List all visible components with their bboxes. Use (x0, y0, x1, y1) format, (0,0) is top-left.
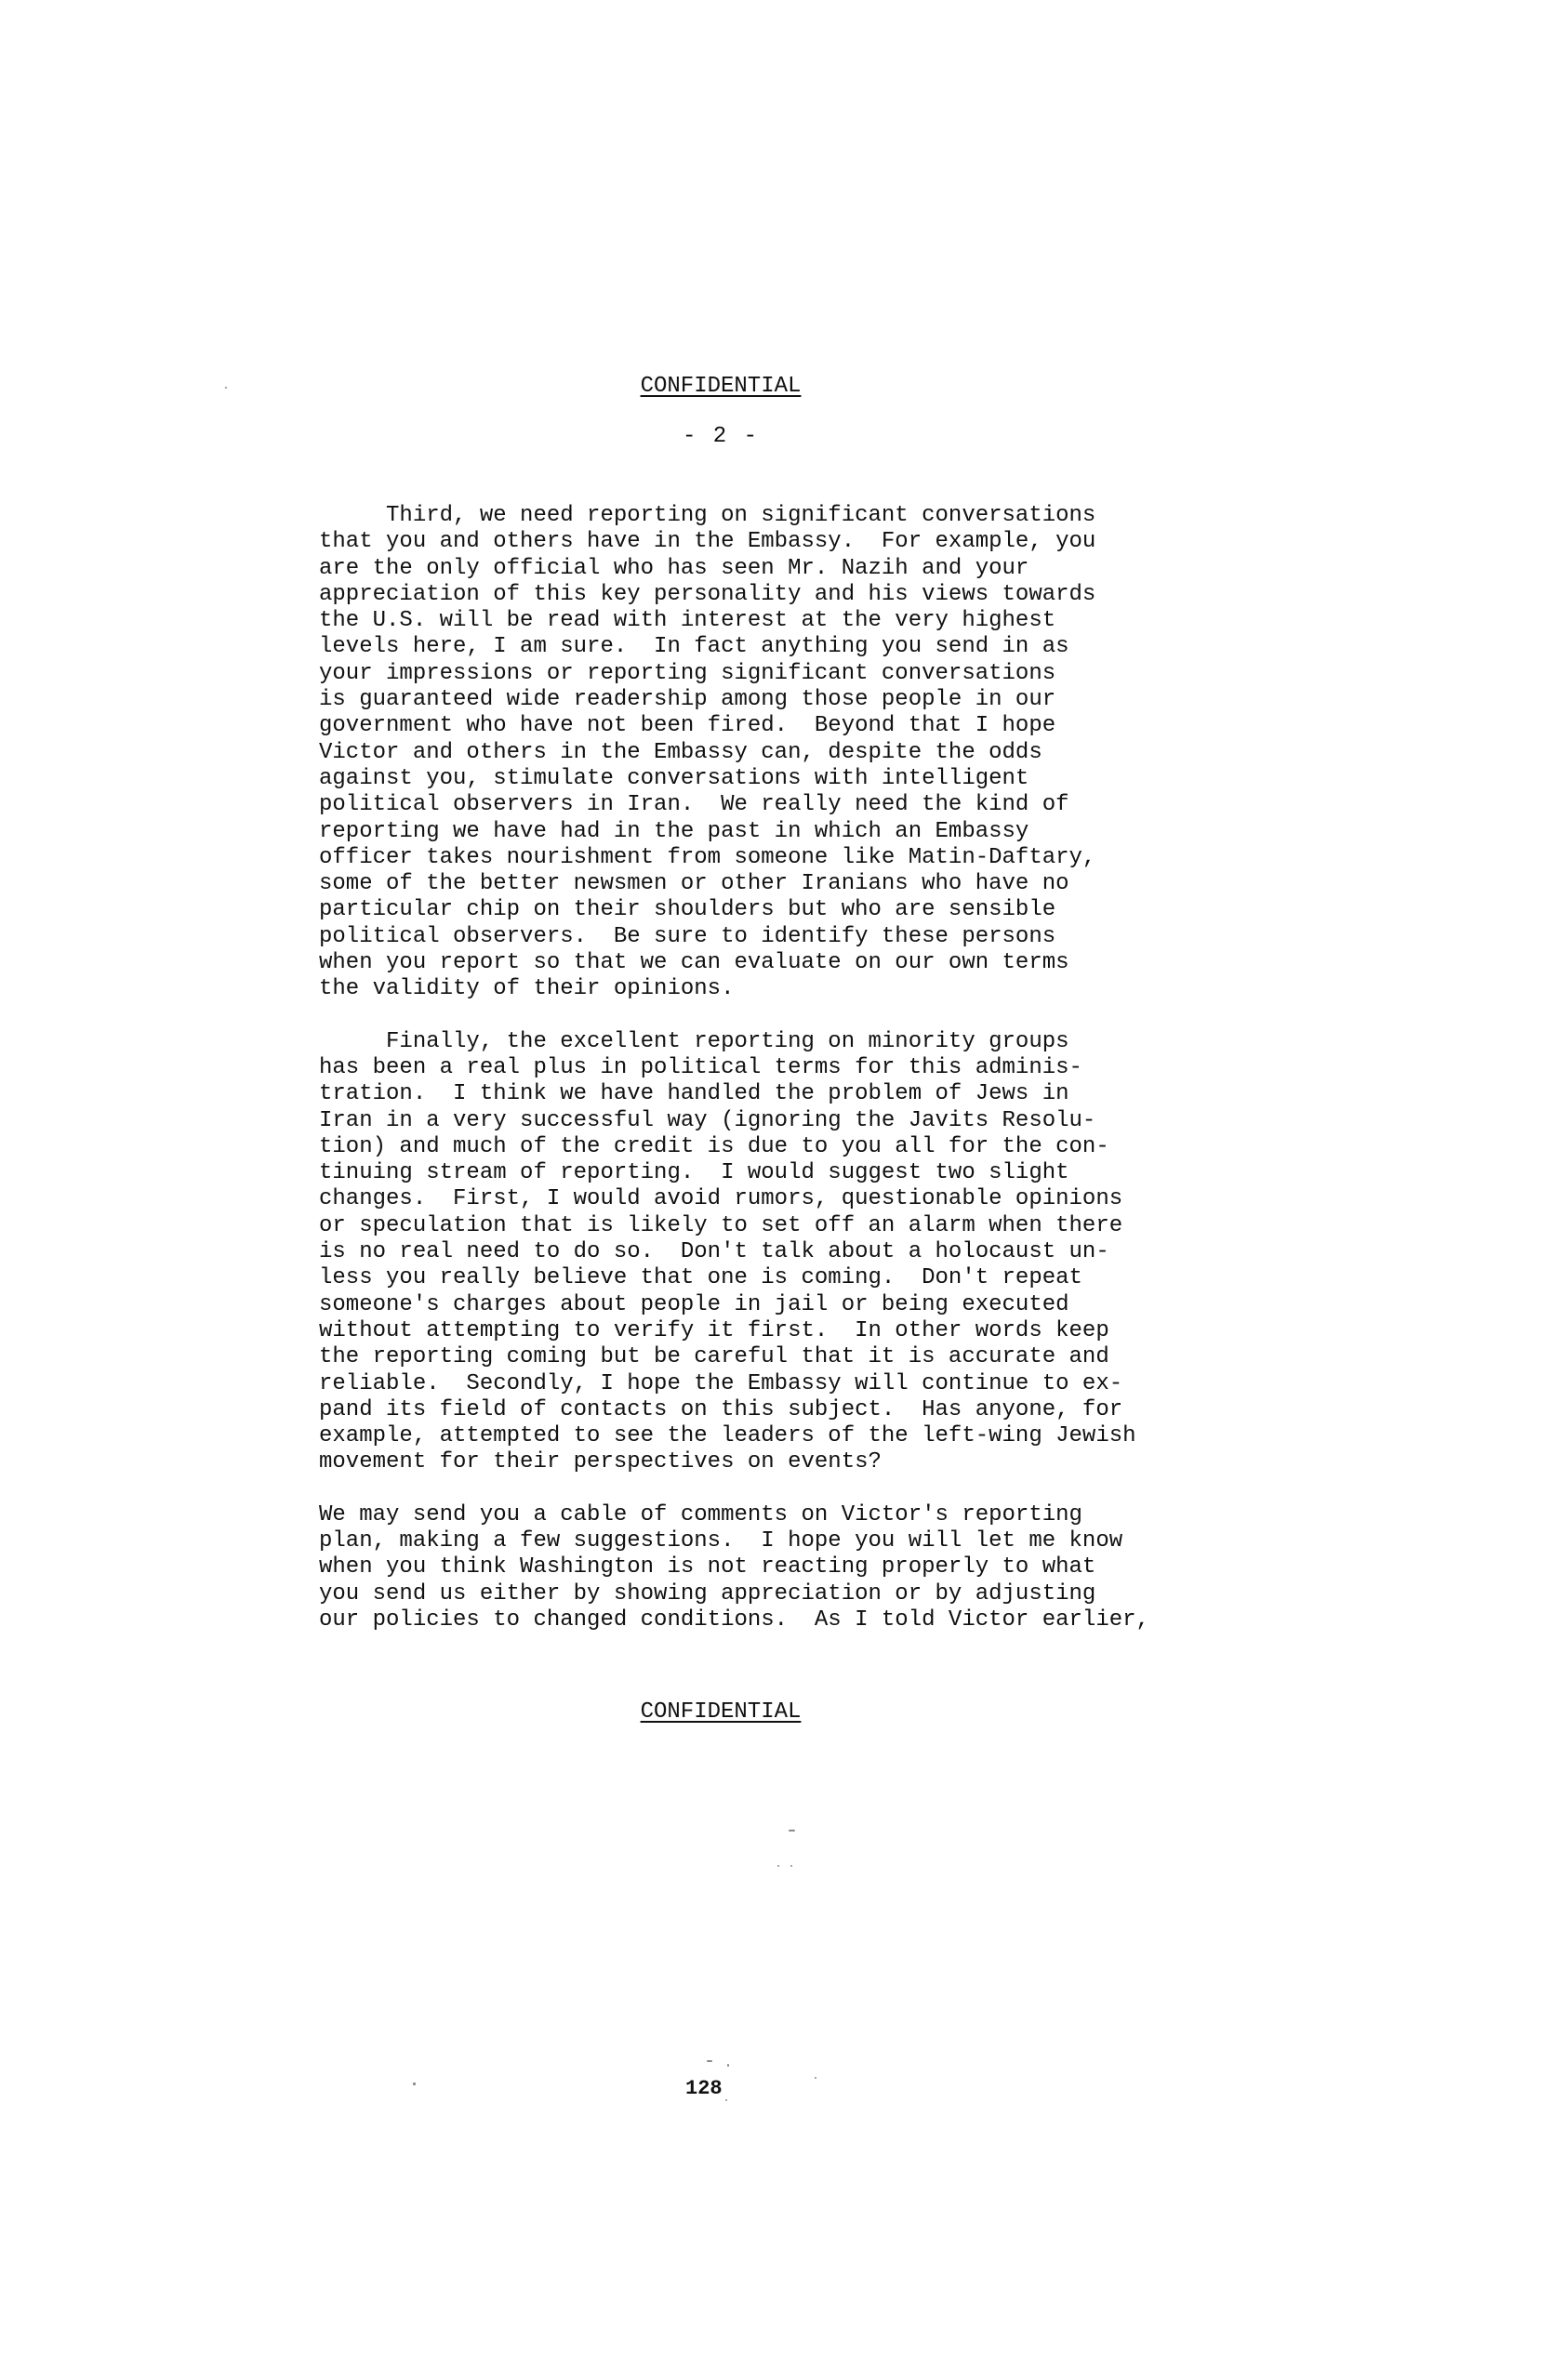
scan-speck (413, 2082, 416, 2085)
text-line: some of the better newsmen or other Iranians who have no (319, 871, 1069, 897)
text-line: our policies to changed conditions. As I told Victor earlier, (319, 1606, 1149, 1633)
text-line: your impressions or reporting significant conversations (319, 660, 1056, 686)
text-line: are the only official who has seen Mr. Nazih and your (319, 555, 1029, 581)
text-line: has been a real plus in political terms for this adminis- (319, 1054, 1082, 1080)
text-line: less you really believe that one is coming. Don't repeat (319, 1265, 1082, 1291)
text-line: Finally, the excellent reporting on minority groups (319, 1028, 1069, 1054)
text-line: government who have not been fired. Beyond that I hope (319, 713, 1056, 739)
scan-speck (789, 1830, 795, 1831)
text-line: particular chip on their shoulders but who are sensible (319, 897, 1056, 923)
text-line: Third, we need reporting on significant conversations (319, 503, 1096, 528)
text-line: tion) and much of the credit is due to you all for the con- (319, 1133, 1109, 1159)
paragraph-reporting-conversations (319, 503, 1305, 1003)
text-line: is no real need to do so. Don't talk about a holocaust un- (319, 1239, 1109, 1265)
letter-body (319, 503, 1305, 1633)
text-line: the reporting coming but be careful that it is accurate and (319, 1344, 1109, 1370)
archive-page-number: 128 (685, 2077, 723, 2100)
text-line: levels here, I am sure. In fact anything you send in as (319, 634, 1069, 660)
text-line: changes. First, I would avoid rumors, questionable opinions (319, 1186, 1123, 1212)
text-line: someone's charges about people in jail or being executed (319, 1291, 1069, 1317)
text-line: reporting we have had in the past in which an Embassy (319, 818, 1029, 844)
page-number: - 2 - (682, 424, 759, 449)
classification-footer: CONFIDENTIAL (640, 1699, 802, 1725)
paragraph-cable-comments (319, 1502, 1305, 1633)
text-line: officer takes nourishment from someone like Matin-Daftary, (319, 844, 1096, 870)
text-line: you send us either by showing appreciation or by adjusting (319, 1580, 1096, 1606)
text-line: without attempting to verify it first. In other words keep (319, 1317, 1109, 1343)
scan-speck (790, 1865, 792, 1867)
text-line: is guaranteed wide readership among those people in our (319, 687, 1056, 713)
text-line: pand its field of contacts on this subject. Has anyone, for (319, 1396, 1123, 1422)
text-line: plan, making a few suggestions. I hope you will let me know (319, 1527, 1123, 1554)
scan-speck (725, 2099, 727, 2101)
classification-header: CONFIDENTIAL (640, 374, 802, 399)
text-line: movement for their perspectives on events? (319, 1449, 882, 1475)
text-line: tinuing stream of reporting. I would suggest two slight (319, 1160, 1069, 1186)
text-line: example, attempted to see the leaders of the left-wing Jewish (319, 1423, 1136, 1449)
paragraph-minority-groups (319, 1029, 1305, 1476)
text-line: appreciation of this key personality and his views towards (319, 581, 1096, 607)
text-line: reliable. Secondly, I hope the Embassy will continue to ex- (319, 1370, 1123, 1396)
scan-speck (707, 2060, 712, 2062)
text-line: Victor and others in the Embassy can, despite the odds (319, 739, 1042, 765)
text-line: when you think Washington is not reacting properly to what (319, 1554, 1096, 1580)
text-line: political observers in Iran. We really need the kind of (319, 792, 1069, 818)
scan-speck (777, 1865, 779, 1867)
text-line: political observers. Be sure to identify these persons (319, 923, 1056, 949)
paragraph-gap (319, 1476, 1305, 1502)
text-line: or speculation that is likely to set off an alarm when there (319, 1212, 1123, 1238)
scan-speck (225, 387, 227, 389)
text-line: when you report so that we can evaluate on our own terms (319, 950, 1069, 976)
scan-speck (815, 2077, 816, 2079)
text-line: the validity of their opinions. (319, 976, 735, 1002)
text-line: We may send you a cable of comments on Victor's reporting (319, 1501, 1082, 1527)
text-line: tration. I think we have handled the problem of Jews in (319, 1081, 1069, 1107)
scan-speck (727, 2064, 729, 2067)
text-line: Iran in a very successful way (ignoring the Javits Resolu- (319, 1107, 1096, 1133)
paragraph-gap (319, 1003, 1305, 1029)
text-line: that you and others have in the Embassy. For example, you (319, 529, 1096, 555)
text-line: against you, stimulate conversations with intelligent (319, 765, 1029, 791)
text-line: the U.S. will be read with interest at the very highest (319, 608, 1056, 634)
